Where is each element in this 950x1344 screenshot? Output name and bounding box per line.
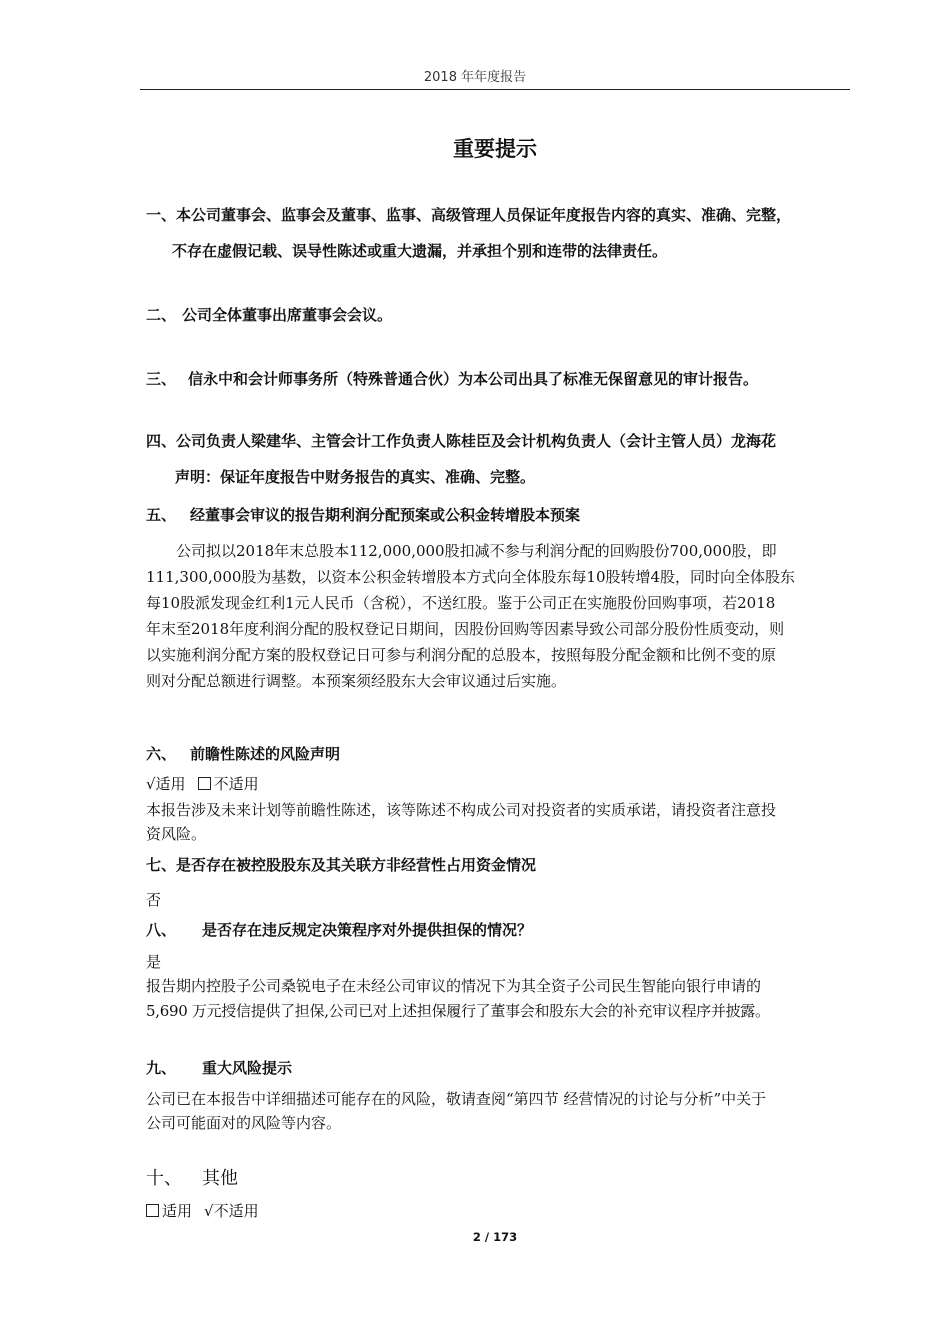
section-8-title: 是否存在违反规定决策程序对外提供担保的情况？ <box>202 921 533 939</box>
section-4-text: 公司负责人梁建华、主管会计工作负责人陈桂臣及会计机构负责人（会计主管人员）龙海花 <box>176 432 777 450</box>
section-9-title: 重大风险提示 <box>202 1059 293 1077</box>
section-6-applicability <box>146 771 259 797</box>
section-1-number: 一、 <box>146 206 177 224</box>
section-4-line-2: 声明：保证年度报告中财务报告的真实、准确、完整。 <box>175 468 536 486</box>
section-8-answer: 是 <box>146 953 162 971</box>
section-6-para-line: 资风险。 <box>146 825 207 843</box>
section-6-heading <box>146 741 340 767</box>
section-5-para-line: 111,300,000股为基数，以资本公积金转增股本方式向全体股东每10股转增4股，同时向全体股东 <box>146 568 796 586</box>
section-3-text: 信永中和会计师事务所（特殊普通合伙）为本公司出具了标准无保留意见的审计报告。 <box>188 370 759 388</box>
section-4-number: 四、 <box>146 432 177 450</box>
section-5-para-line: 每10股派发现金红利1元人民币（含税），不送红股。鉴于公司正在实施股份回购事项，若2018 <box>146 594 776 612</box>
section-7-number: 七、 <box>146 856 177 874</box>
section-7-answer: 否 <box>146 891 162 909</box>
section-2-number: 二、 <box>146 306 177 324</box>
section-8-heading <box>146 917 532 943</box>
running-header: 2018 年年度报告 <box>423 70 527 85</box>
applicable-label: 适用 <box>162 1202 193 1220</box>
section-1-line-2: 不存在虚假记载、误导性陈述或重大遗漏，并承担个别和连带的法律责任。 <box>172 242 668 260</box>
section-5-heading <box>146 502 580 528</box>
section-10-applicability <box>146 1198 259 1224</box>
section-1-text: 本公司董事会、监事会及董事、监事、高级管理人员保证年度报告内容的真实、准确、完整， <box>176 206 792 224</box>
applicable-checked: √适用 <box>146 775 186 793</box>
section-5-title: 经董事会审议的报告期利润分配预案或公积金转增股本预案 <box>190 506 581 524</box>
section-10-heading <box>146 1166 238 1192</box>
section-10-title: 其他 <box>202 1168 238 1189</box>
section-8-number: 八、 <box>146 921 177 939</box>
not-applicable-checked: √不适用 <box>204 1202 259 1220</box>
section-5-number: 五、 <box>146 506 177 524</box>
section-6-title: 前瞻性陈述的风险声明 <box>190 745 341 763</box>
section-5-para-line: 则对分配总额进行调整。本预案须经股东大会审议通过后实施。 <box>146 672 567 690</box>
section-6-para-line: 本报告涉及未来计划等前瞻性陈述，该等陈述不构成公司对投资者的实质承诺，请投资者注意投 <box>146 801 777 819</box>
section-5-para-line: 年末至2018年度利润分配的股权登记日期间，因股份回购等因素导致公司部分股份性质变动，则 <box>146 620 785 638</box>
header-divider <box>140 89 850 90</box>
section-6-number: 六、 <box>146 745 177 763</box>
section-8-para-line: 报告期内控股子公司桑锐电子在未经公司审议的情况下为其全资子公司民生智能向银行申请的 <box>146 977 762 995</box>
section-9-para-line: 公司可能面对的风险等内容。 <box>146 1114 342 1132</box>
section-7-title: 是否存在被控股股东及其关联方非经营性占用资金情况 <box>176 856 537 874</box>
page-number: 2 / 173 <box>472 1230 518 1244</box>
unchecked-box-icon <box>146 1202 162 1220</box>
section-9-heading <box>146 1055 292 1081</box>
not-applicable-label: 不适用 <box>213 775 259 793</box>
section-10-number: 十、 <box>146 1168 182 1189</box>
section-5-para-line: 公司拟以2018年末总股本112,000,000股扣减不参与利润分配的回购股份700,000股，即 <box>176 542 777 560</box>
section-9-para-line: 公司已在本报告中详细描述可能存在的风险，敬请查阅“第四节 经营情况的讨论与分析”中关于 <box>146 1090 767 1108</box>
section-1-line-1 <box>146 202 791 228</box>
section-5-para-line: 以实施利润分配方案的股权登记日可参与利润分配的总股本，按照每股分配金额和比例不变的原 <box>146 646 777 664</box>
section-9-number: 九、 <box>146 1059 177 1077</box>
section-2 <box>146 302 392 328</box>
section-7-heading <box>146 852 536 878</box>
section-3-number: 三、 <box>146 370 177 388</box>
section-2-text: 公司全体董事出席董事会会议。 <box>182 306 393 324</box>
section-3 <box>146 366 758 392</box>
unchecked-box-icon <box>198 775 214 793</box>
section-4-line-1 <box>146 428 776 454</box>
section-8-para-line: 5,690 万元授信提供了担保,公司已对上述担保履行了董事会和股东大会的补充审议程序并披露。 <box>146 1002 770 1020</box>
page-title: 重要提示 <box>453 137 537 161</box>
